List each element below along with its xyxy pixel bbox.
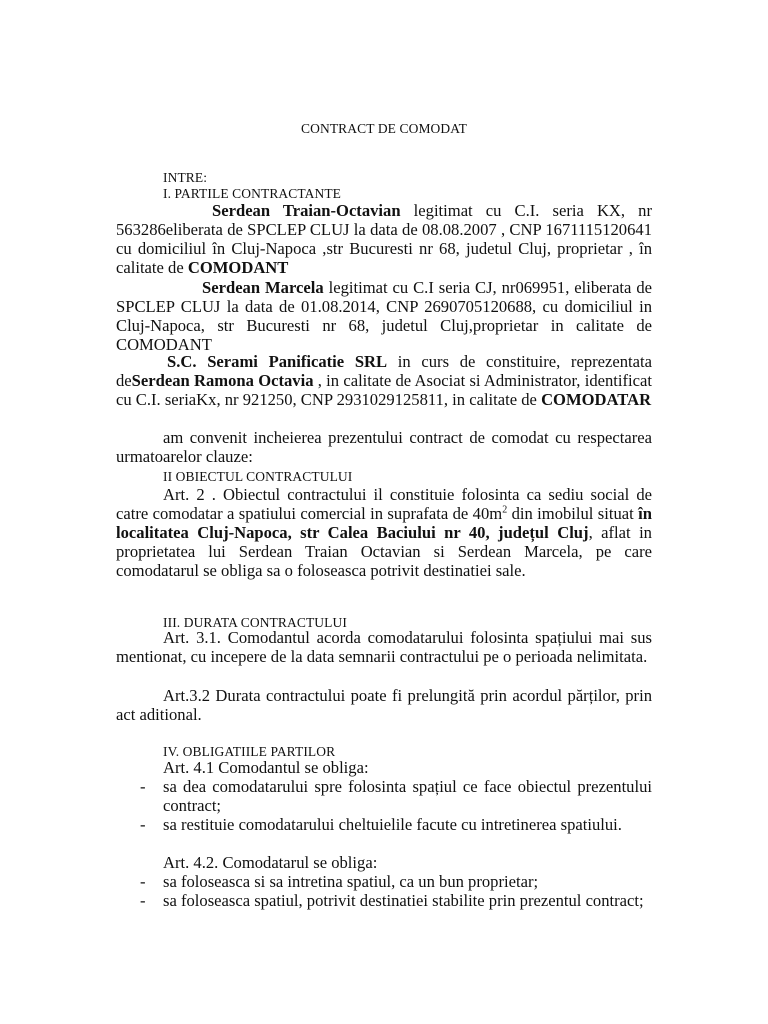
art-2-paragraph [116,485,652,580]
section-heading-duration: III. DURATA CONTRACTULUI [163,615,347,630]
party1-role: COMODANT [187,258,289,277]
art31-text: Art. 3.1. Comodantul acorda comodatarului folosinta spațiului mai sus mentionat, cu incepere de la data semnarii contractului pe o perioada nelimitata. [116,628,652,666]
list-bullet: - [140,891,146,910]
art-4-2-heading [116,853,652,872]
party1-text: legitimat cu C.I. seria KX, nr 563286eliberata de SPCLEP CLUJ la data de 08.08.2007 , CNP 1671115120641 cu domiciliul în Cluj-Napoca ,str Bucuresti nr 68, judetul Cluj, proprietar , în calitate de [116,201,652,277]
list-item [116,815,652,834]
art2-text-3: , aflat in proprietatea lui Serdean Traian Octavian si Serdean Marcela, pe care comodatarul se obliga sa o foloseasca potrivit destinatiei sale. [116,523,652,580]
agreement-paragraph [116,428,652,466]
list-item-text: sa dea comodatarului spre folosinta spațiul ce face obiectul prezentului contract; [163,777,652,815]
section-heading-object: II OBIECTUL CONTRACTULUI [163,469,353,484]
party3-name: S.C. Serami Panificatie SRL [167,352,388,371]
party2-text: legitimat cu C.I seria CJ, nr069951, eliberata de SPCLEP CLUJ la data de 01.08.2014, CNP 2690705120688, cu domiciliul in Cluj-Napoca, str Bucuresti nr 68, judetul Cluj,proprietar in calitate de COMODANT [116,278,652,354]
intre-label: INTRE: [163,170,208,185]
art2-text-2: din imobilul situat [507,504,639,523]
party3-role: COMODATAR [541,390,652,409]
art-3-2-paragraph [116,686,652,724]
list-item [116,777,652,815]
art2-text-1: Art. 2 . Obiectul contractului il constituie folosinta ca sediu social de catre comodatar a spatiului comercial in suprafata de 40m [116,485,652,523]
party-comodant-1 [116,201,652,277]
party2-name: Serdean Marcela [202,278,324,297]
art41-heading-text: Art. 4.1 Comodantul se obliga: [163,758,369,777]
list-bullet: - [140,777,146,796]
art-4-1-heading [116,758,652,777]
art-3-1-paragraph [116,628,652,666]
list-item [116,891,652,910]
art-4-1-list [116,777,652,834]
list-item-text: sa foloseasca si sa intretina spatiul, ca un bun proprietar; [163,872,539,891]
list-bullet: - [140,815,146,834]
art2-superscript: 2 [502,504,508,516]
party3-representative: Serdean Ramona Octavia [131,371,314,390]
list-item [116,872,652,891]
party1-name: Serdean Traian-Octavian [212,201,401,220]
list-item-text: sa restituie comodatarului cheltuielile facute cu intretinerea spatiului. [163,815,622,834]
party3-text1: in curs de constituire, reprezentata de [116,352,652,390]
art32-text: Art.3.2 Durata contractului poate fi prelungită prin acordul părților, prin act aditional. [116,686,652,724]
document-title: CONTRACT DE COMODAT [301,121,467,136]
agreement-text: am convenit incheierea prezentului contract de comodat cu respectarea urmatoarelor clauze: [116,428,652,466]
section-heading-obligations: IV. OBLIGATIILE PARTILOR [163,744,336,759]
party-comodant-2 [116,278,652,354]
list-bullet: - [140,872,146,891]
party-comodatar [116,352,652,409]
art2-location: în localitatea Cluj-Napoca, str Calea Baciului nr 40, județul Cluj [116,504,652,542]
list-item-text: sa foloseasca spatiul, potrivit destinatiei stabilite prin prezentul contract; [163,891,644,910]
art42-heading-text: Art. 4.2. Comodatarul se obliga: [163,853,378,872]
party3-text2: , in calitate de Asociat si Administrator, identificat cu C.I. seriaKx, nr 921250, CNP 2931029125811, in calitate de [116,371,652,409]
art-4-2-list [116,872,652,910]
section-heading-parties: I. PARTILE CONTRACTANTE [163,186,342,201]
